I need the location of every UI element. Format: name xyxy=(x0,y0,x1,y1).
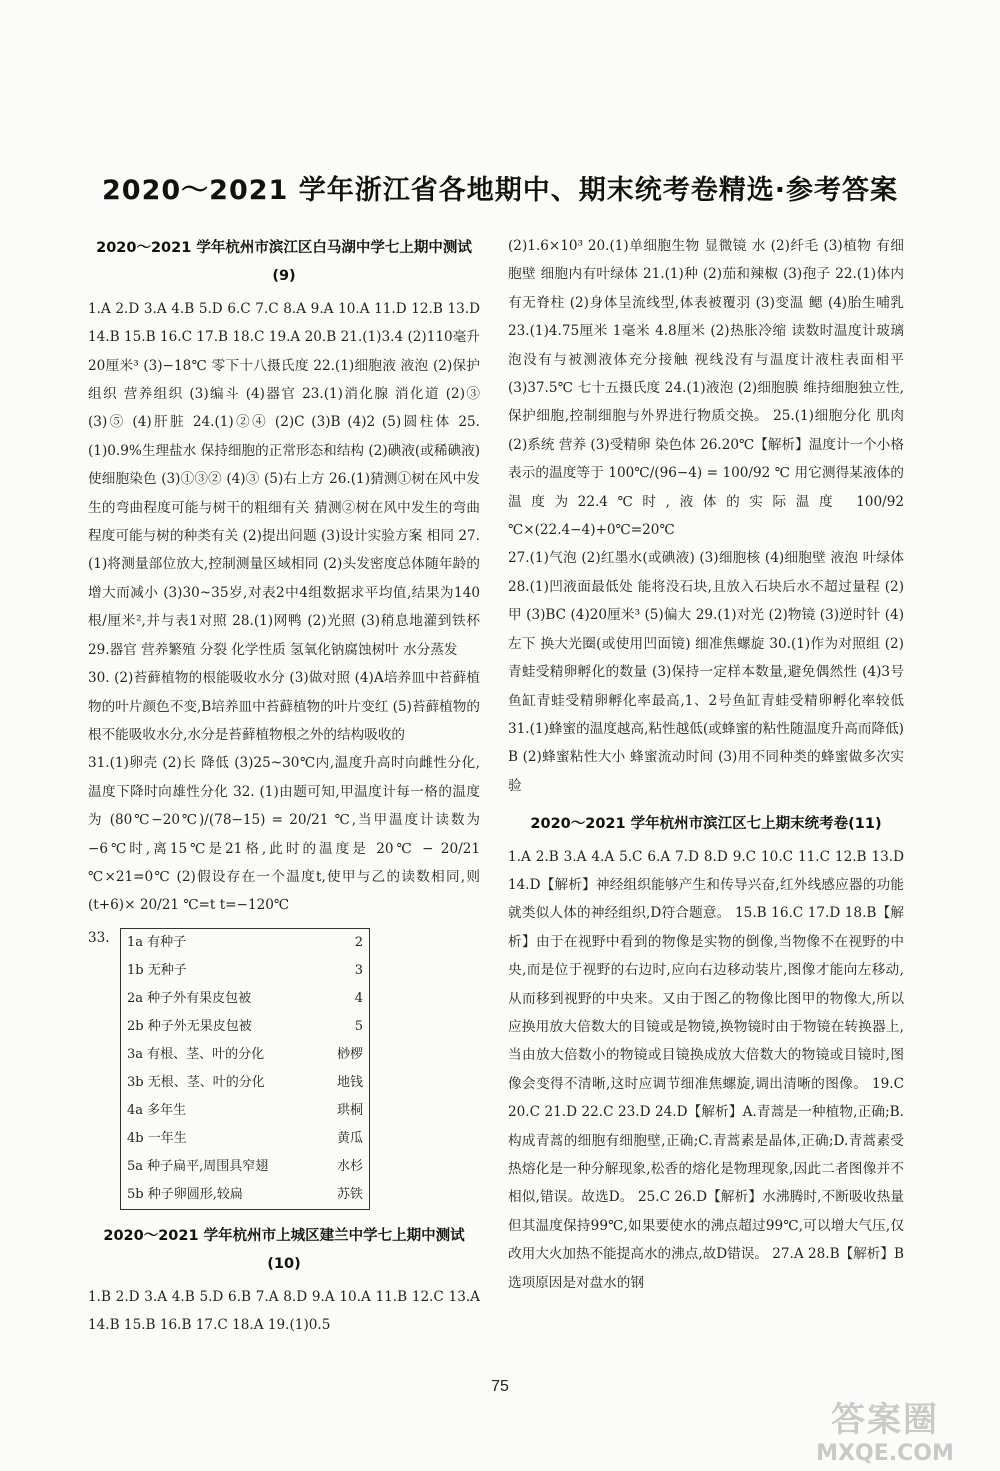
key-cell: 4a 多年生 xyxy=(127,1102,187,1118)
answer-paragraph: 31.(1)卵壳 (2)长 降低 (3)25~30℃内,温度升高时向雌性分化,温度下降时向雄性分化 32. (1)由题可知,甲温度计每一格的温度为 (80℃−20℃)/(78−15) = 20/21 ℃,当甲温度计读数为−6℃时,离15℃是21格,此时的温度是 20℃ − 20/21 ℃×21=0℃ (2)假设存在一个温度t,使甲与乙的读数相同,则(t+6)× 20/21 ℃=t t=−120℃ xyxy=(88,755,480,914)
answer-paragraph: (2)1.6×10³ 20.(1)单细胞生物 显微镜 水 (2)纤毛 (3)植物 有细胞壁 细胞内有叶绿体 21.(1)种 (2)茄和辣椒 (3)孢子 22.(1)体内有无脊柱 (2)身体呈流线型,体表被覆羽 (3)变温 鳃 (4)胎生哺乳 23.(1)4.75厘米 1毫米 4.8厘米 (2)热胀冷缩 读数时温度计玻璃泡没有与被测液体充分接触 视线没有与温度计液柱表面相平 (3)37.5℃ 七十五摄氏度 24.(1)液泡 (2)细胞膜 维持细胞独立性,保护细胞,控制细胞与外界进行物质交换。 25.(1)细胞分化 肌肉 (2)系统 营养 (3)受精卵 染色体 26.20℃【解析】温度计一个小格表示的温度等于 100℃/(96−4) = 100/92 ℃ 用它测得某液体的温度为22.4℃时,液体的实际温度 100/92 ℃×(22.4−4)+0℃=20℃ xyxy=(508,238,904,539)
key-cell: 2b 种子外无果皮包被 xyxy=(127,1018,252,1034)
section-title-10: 2020～2021 学年杭州市上城区建兰中学七上期中测试(10) xyxy=(103,1227,465,1273)
left-column xyxy=(88,232,480,1339)
key-cell: 3b 无根、茎、叶的分化 xyxy=(127,1074,265,1090)
watermark-text: 答案圈 xyxy=(831,1400,939,1440)
key-table xyxy=(120,928,370,1210)
key-cell: 2 xyxy=(354,934,363,950)
table-row xyxy=(121,1069,370,1097)
right-column xyxy=(508,232,904,1297)
section-title-9: 2020～2021 学年杭州市滨江区白马湖中学七上期中测试(9) xyxy=(96,240,472,285)
answer-paragraph: 1.A 2.B 3.A 4.A 5.C 6.A 7.D 8.D 9.C 10.C 11.C 12.B 13.D 14.D【解析】神经组织能够产生和传导兴奋,红外线感应器的功能就类似人体的神经组织,D符合题意。 15.B 16.C 17.D 18.B【解析】由于在视野中看到的物像是实物的倒像,当物像不在视野的中央,而是位于视野的右边时,应向右边移动装片,图像才能向左移动,从而移到视野的中央来。又由于图乙的物像比图甲的物像大,所以应换用放大倍数大的目镜或是物镜,换物镜时由于物镜在转换器上,当由放大倍数小的物镜或目镜换成放大倍数大的物镜或目镜时,图像会变得不清晰,这时应调节细准焦螺旋,调出清晰的图像。 19.C 20.C 21.D 22.C 23.D 24.D【解析】A.青蒿是一种植物,正确;B.构成青蒿的细胞有细胞壁,正确;C.青蒿素是晶体,正确;D.青蒿素受热熔化是一种分解现象,松香的熔化是物理现象,因此二者图像并不相似,错误。故选D。 25.C 26.D【解析】水沸腾时,不断吸收热量但其温度保持99℃,如果要使水的沸点超过99℃,可以增大气压,仅改用大火加热不能提高水的沸点,故D错误。 27.A 28.B【解析】B选项原因是对盘水的钢 xyxy=(508,848,904,1291)
key-label: 33. xyxy=(88,929,110,946)
key-cell: 水杉 xyxy=(336,1158,363,1174)
page-number: 75 xyxy=(491,1378,509,1395)
page-title: 2020～2021 学年浙江省各地期中、期末统考卷精选·参考答案 xyxy=(102,175,898,206)
key-cell: 1a 有种子 xyxy=(127,934,187,950)
key-cell: 黄瓜 xyxy=(336,1130,363,1146)
key-cell: 5b 种子卵圆形,较扁 xyxy=(127,1186,243,1202)
key-cell: 1b 无种子 xyxy=(127,962,187,978)
answer-paragraph: 1.B 2.D 3.A 4.B 5.D 6.B 7.A 8.D 9.A 10.A 11.B 12.C 13.A 14.B 15.B 16.B 17.C 18.A 19.(1)0.5 xyxy=(88,1288,480,1333)
key-cell: 2a 种子外有果皮包被 xyxy=(127,990,252,1006)
watermark-logo xyxy=(790,1392,980,1466)
answer-paragraph: 1.A 2.D 3.A 4.B 5.D 6.C 7.C 8.A 9.A 10.A 11.D 12.B 13.D 14.B 15.B 16.C 17.B 18.C 19.A 20.B 21.(1)3.4 (2)110毫升 20厘米³ (3)−18℃ 零下十八摄氏度 22.(1)细胞液 液泡 (2)保护组织 营养组织 (3)编斗 (4)器官 23.(1)消化腺 消化道 (2)③ (3)⑤ (4)肝脏 24.(1)②④ (2)C (3)B (4)2 (5)圆柱体 25.(1)0.9%生理盐水 保持细胞的正常形态和结构 (2)碘液(或稀碘液) 使细胞染色 (3)①③② (4)③ (5)右上方 26.(1)猜测①树在风中发生的弯曲程度可能与树干的粗细有关 猜测②树在风中发生的弯曲程度可能与树的种类有关 (2)提出问题 (3)设计实验方案 相同 27.(1)将测量部位放大,控制测量区域相同 (2)头发密度总体随年龄的增大而减小 (3)30~35岁,对表2中4组数据求平均值,结果为140根/厘米²,并与表1对照 28.(1)网鸭 (2)光照 (3)稍息地灌到铁杯 29.器官 营养繁殖 分裂 化学性质 氢氧化钠腐蚀树叶 水分蒸发 xyxy=(88,300,480,658)
key-cell: 5 xyxy=(354,1018,363,1034)
key-cell: 4b 一年生 xyxy=(127,1130,187,1146)
table-row xyxy=(121,985,370,1013)
table-row xyxy=(121,1041,370,1069)
key-cell: 5a 种子扁平,周围具窄翅 xyxy=(127,1158,269,1174)
section-title-11: 2020～2021 学年杭州市滨江区七上期末统考卷(11) xyxy=(530,816,882,833)
key-cell: 桫椤 xyxy=(336,1046,363,1062)
answer-paragraph: 30. (2)苔藓植物的根能吸收水分 (3)做对照 (4)A培养皿中苔藓植物的叶片颜色不变,B培养皿中苔藓植物的叶片变红 (5)苔藓植物的根不能吸收水分,水分是苔藓植物根之外的结构吸收的 xyxy=(88,670,480,743)
table-row xyxy=(121,1181,370,1210)
table-row xyxy=(121,1153,370,1181)
table-row xyxy=(121,1013,370,1041)
table-row xyxy=(121,957,370,985)
table-row xyxy=(121,1125,370,1153)
dichotomous-key xyxy=(88,924,480,1210)
answer-paragraph: 27.(1)气泡 (2)红墨水(或碘液) (3)细胞核 (4)细胞壁 液泡 叶绿体 28.(1)凹液面最低处 能将没石块,且放入石块后水不超过量程 (2)甲 (3)BC (4)20厘米³ (5)偏大 29.(1)对光 (2)物镜 (3)逆时针 (4)左下 换大光圈(或使用凹面镜) 细准焦螺旋 30.(1)作为对照组 (2)青蛙受精卵孵化的数量 (3)保持一定样本数量,避免偶然性 (4)3号鱼缸青蛙受精卵孵化率最高,1、2号鱼缸青蛙受精卵孵化率较低 31.(1)蜂蜜的温度越高,粘性越低(或蜂蜜的粘性随温度升高而降低) B (2)蜂蜜粘性大小 蜂蜜流动时间 (3)用不同种类的蜂蜜做多次实验 xyxy=(508,550,904,794)
table-row xyxy=(121,928,370,957)
key-cell: 苏铁 xyxy=(336,1186,363,1202)
table-row xyxy=(121,1097,370,1125)
key-cell: 3 xyxy=(354,962,363,978)
key-cell: 地钱 xyxy=(336,1074,363,1090)
key-cell: 4 xyxy=(354,990,363,1006)
watermark-site: MXQE.COM xyxy=(816,1441,954,1466)
key-cell: 3a 有根、茎、叶的分化 xyxy=(127,1046,265,1062)
key-cell: 珙桐 xyxy=(336,1102,363,1118)
